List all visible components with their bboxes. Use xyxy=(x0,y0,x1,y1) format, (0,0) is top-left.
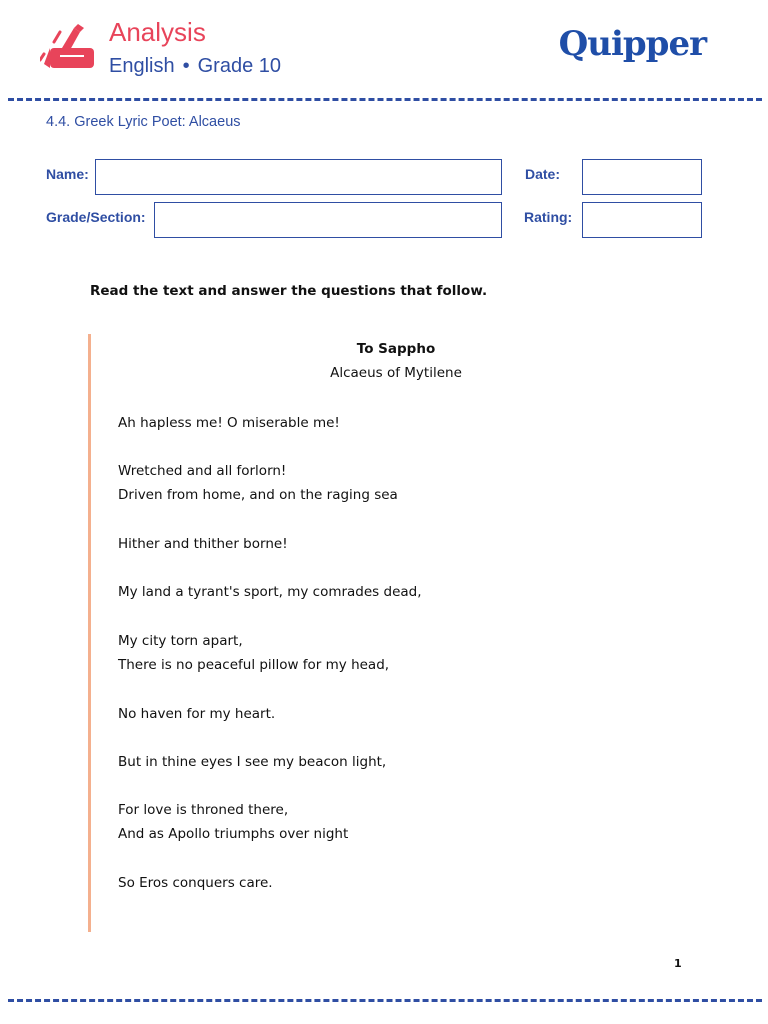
poem-line: Hither and thither borne! xyxy=(118,536,288,552)
worksheet-subtitle xyxy=(109,53,281,79)
poem-line: There is no peaceful pillow for my head, xyxy=(118,657,390,673)
page-number: 1 xyxy=(674,957,682,970)
poem-author: Alcaeus of Mytilene xyxy=(330,365,462,381)
poem-title: To Sappho xyxy=(356,341,436,357)
name-label: Name: xyxy=(46,166,89,182)
lesson-title: 4.4. Greek Lyric Poet: Alcaeus xyxy=(46,114,241,130)
poem-accent-bar xyxy=(88,334,91,932)
grade-label: Grade 10 xyxy=(197,55,282,77)
date-label: Date: xyxy=(525,166,561,182)
instruction-text: Read the text and answer the questions that follow. xyxy=(90,283,488,299)
subtitle-separator: • xyxy=(182,55,190,77)
poem-line: For love is throned there, xyxy=(118,802,289,818)
pen-hand-icon xyxy=(40,24,98,74)
poem-line: My land a tyrant's sport, my comrades dead, xyxy=(118,584,422,600)
poem-line: Wretched and all forlorn! xyxy=(118,463,287,479)
worksheet-title: Analysis xyxy=(109,17,206,47)
grade-section-label: Grade/Section: xyxy=(46,209,146,225)
rating-field[interactable] xyxy=(582,202,702,238)
subject-label: English xyxy=(109,55,175,77)
grade-section-field[interactable] xyxy=(154,202,502,238)
poem-line: But in thine eyes I see my beacon light, xyxy=(118,754,387,770)
poem-line: So Eros conquers care. xyxy=(118,875,273,891)
poem-line: And as Apollo triumphs over night xyxy=(118,826,349,842)
page-header xyxy=(0,0,768,100)
poem-line: Driven from home, and on the raging sea xyxy=(118,487,398,503)
name-field[interactable] xyxy=(95,159,502,195)
footer-divider xyxy=(8,999,762,1002)
poem-line: Ah hapless me! O miserable me! xyxy=(118,415,340,431)
poem-line: My city torn apart, xyxy=(118,633,243,649)
date-field[interactable] xyxy=(582,159,702,195)
header-divider xyxy=(8,98,762,101)
poem-line: No haven for my heart. xyxy=(118,706,276,722)
brand-logo: Quipper xyxy=(558,24,706,64)
rating-label: Rating: xyxy=(524,209,573,225)
